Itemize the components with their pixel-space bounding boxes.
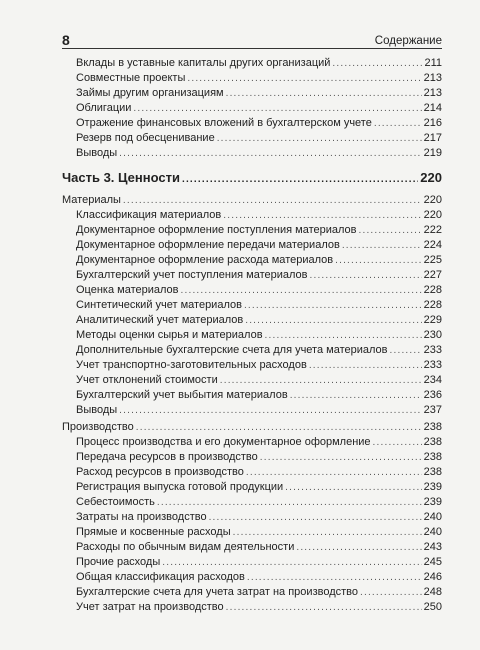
toc-entry-page: 233 <box>423 344 442 356</box>
leader-dots <box>187 72 421 86</box>
leader-dots <box>233 526 422 540</box>
toc-entry-title: Займы другим организациям <box>76 87 224 99</box>
toc-entry <box>62 600 442 615</box>
toc-entry-page: 224 <box>423 239 442 251</box>
toc-entry-title: Учет затрат на производство <box>76 601 224 613</box>
toc-entry <box>62 388 442 403</box>
leader-dots <box>181 284 422 298</box>
toc-entry-title: Классификация материалов <box>76 209 222 221</box>
toc-entry-title: Резерв под обесценивание <box>76 132 215 144</box>
leader-dots <box>342 239 422 253</box>
leader-dots <box>296 541 421 555</box>
toc-entry-title: Совместные проекты <box>76 72 186 84</box>
toc-entry-page: 237 <box>423 404 442 416</box>
leader-dots <box>390 344 422 358</box>
toc-entry-title: Прочие расходы <box>76 556 161 568</box>
toc-chapter-production <box>62 420 442 435</box>
toc-entry-page: 246 <box>423 571 442 583</box>
toc-group-investments <box>62 56 442 161</box>
leader-dots <box>162 556 421 570</box>
toc-chapter-materials <box>62 193 442 208</box>
leader-dots <box>309 359 422 373</box>
toc-entry-title: Бухгалтерский учет поступления материалов <box>76 269 308 281</box>
toc-entry <box>62 101 442 116</box>
toc-entry-title: Отражение финансовых вложений в бухгалтерском учете <box>76 117 372 129</box>
toc-entry <box>62 570 442 585</box>
toc-entry-title: Выводы <box>76 147 118 159</box>
toc-entry-title: Учет отклонений стоимости <box>76 374 218 386</box>
toc-entry <box>62 298 442 313</box>
toc-entry <box>62 435 442 450</box>
toc-entry <box>62 343 442 358</box>
toc-entry-title: Регистрация выпуска готовой продукции <box>76 481 284 493</box>
leader-dots <box>226 601 422 615</box>
leader-dots <box>285 481 421 495</box>
leader-dots <box>133 102 421 116</box>
toc-entry-title: Методы оценки сырья и материалов <box>76 329 263 341</box>
toc-entry <box>62 86 442 101</box>
toc-entry-page: 228 <box>423 284 442 296</box>
toc-entry <box>62 555 442 570</box>
toc-entry-title: Учет транспортно-заготовительных расходов <box>76 359 307 371</box>
leader-dots <box>245 314 421 328</box>
toc-entry-title: Дополнительные бухгалтерские счета для учета материалов <box>76 344 388 356</box>
toc-entry <box>62 403 442 418</box>
toc-entry-page: 213 <box>423 72 442 84</box>
leader-dots <box>223 209 421 223</box>
toc-entry-title: Бухгалтерский учет выбытия материалов <box>76 389 288 401</box>
leader-dots <box>209 511 422 525</box>
toc-entry <box>62 450 442 465</box>
toc-entry-page: 239 <box>423 496 442 508</box>
toc-entry <box>62 223 442 238</box>
toc-entry-title: Процесс производства и его документарное оформление <box>76 436 371 448</box>
leader-dots <box>119 404 421 418</box>
leader-dots <box>136 421 422 435</box>
toc-entry-page: 227 <box>423 269 442 281</box>
leader-dots <box>360 586 422 600</box>
leader-dots <box>373 436 422 450</box>
toc-entry-page: 233 <box>423 359 442 371</box>
leader-dots <box>220 374 422 388</box>
toc-entry-page: 240 <box>423 526 442 538</box>
toc-chapter-page: 220 <box>423 194 442 206</box>
leader-dots <box>182 171 418 189</box>
toc-entry-title: Облигации <box>76 102 132 114</box>
toc-group-production <box>62 435 442 615</box>
leader-dots <box>332 57 422 71</box>
toc-entry-title: Затраты на производство <box>76 511 207 523</box>
toc-entry-page: 228 <box>423 299 442 311</box>
toc-entry-title: Вклады в уставные капиталы других организаций <box>76 57 331 69</box>
table-of-contents <box>62 56 442 615</box>
toc-entry-title: Выводы <box>76 404 118 416</box>
toc-entry-title: Бухгалтерские счета для учета затрат на производство <box>76 586 358 598</box>
leader-dots <box>246 466 422 480</box>
toc-entry <box>62 131 442 146</box>
leader-dots <box>123 194 422 208</box>
leader-dots <box>335 254 422 268</box>
toc-entry <box>62 56 442 71</box>
leader-dots <box>265 329 422 343</box>
toc-entry-page: 229 <box>423 314 442 326</box>
leader-dots <box>247 571 422 585</box>
toc-part-heading <box>62 169 442 189</box>
toc-entry-title: Общая классификация расходов <box>76 571 245 583</box>
toc-entry-page: 236 <box>423 389 442 401</box>
toc-entry <box>62 480 442 495</box>
toc-entry <box>62 268 442 283</box>
toc-entry-page: 240 <box>423 511 442 523</box>
toc-entry <box>62 328 442 343</box>
leader-dots <box>119 147 421 161</box>
toc-entry-page: 238 <box>423 436 442 448</box>
toc-entry-title: Документарное оформление расхода материалов <box>76 254 334 266</box>
toc-entry-page: 230 <box>423 329 442 341</box>
toc-chapter-title: Материалы <box>62 194 121 206</box>
toc-entry-title: Оценка материалов <box>76 284 179 296</box>
toc-entry <box>62 238 442 253</box>
section-title: Содержание <box>374 35 442 47</box>
toc-entry-page: 248 <box>423 586 442 598</box>
toc-entry-page: 225 <box>423 254 442 266</box>
toc-part-page: 220 <box>420 170 442 185</box>
toc-entry <box>62 510 442 525</box>
toc-entry-title: Расходы по обычным видам деятельности <box>76 541 295 553</box>
toc-entry <box>62 283 442 298</box>
toc-entry <box>62 540 442 555</box>
toc-entry-page: 245 <box>423 556 442 568</box>
toc-entry-title: Себестоимость <box>76 496 155 508</box>
leader-dots <box>309 269 421 283</box>
toc-entry <box>62 146 442 161</box>
page-header <box>62 30 442 49</box>
leader-dots <box>157 496 422 510</box>
toc-entry-title: Передача ресурсов в производство <box>76 451 258 463</box>
toc-entry-page: 220 <box>423 209 442 221</box>
leader-dots <box>260 451 422 465</box>
leader-dots <box>244 299 422 313</box>
leader-dots <box>358 224 421 238</box>
toc-entry <box>62 585 442 600</box>
toc-entry <box>62 525 442 540</box>
toc-entry-page: 219 <box>423 147 442 159</box>
leader-dots <box>226 87 422 101</box>
toc-chapter-title: Производство <box>62 421 134 433</box>
toc-entry-page: 250 <box>423 601 442 613</box>
toc-entry-page: 238 <box>423 466 442 478</box>
toc-entry-page: 243 <box>423 541 442 553</box>
toc-entry-page: 211 <box>424 57 442 69</box>
toc-entry-page: 222 <box>423 224 442 236</box>
leader-dots <box>217 132 422 146</box>
toc-group-materials <box>62 208 442 418</box>
toc-entry <box>62 465 442 480</box>
toc-entry <box>62 313 442 328</box>
toc-entry-page: 217 <box>423 132 442 144</box>
toc-entry <box>62 495 442 510</box>
toc-entry-page: 239 <box>423 481 442 493</box>
toc-entry-page: 213 <box>423 87 442 99</box>
toc-entry-page: 214 <box>423 102 442 114</box>
toc-entry-title: Прямые и косвенные расходы <box>76 526 231 538</box>
toc-entry-page: 238 <box>423 451 442 463</box>
toc-entry-title: Расход ресурсов в производство <box>76 466 244 478</box>
toc-entry <box>62 116 442 131</box>
toc-part-title: Часть 3. Ценности <box>62 170 180 185</box>
page-number: 8 <box>62 32 70 48</box>
toc-entry-title: Аналитический учет материалов <box>76 314 244 326</box>
toc-entry <box>62 373 442 388</box>
leader-dots <box>290 389 422 403</box>
leader-dots <box>374 117 422 131</box>
toc-entry-page: 216 <box>423 117 442 129</box>
toc-entry-page: 234 <box>423 374 442 386</box>
toc-entry <box>62 358 442 373</box>
toc-entry <box>62 253 442 268</box>
toc-entry-title: Документарное оформление поступления материалов <box>76 224 357 236</box>
toc-entry-title: Синтетический учет материалов <box>76 299 242 311</box>
toc-chapter-page: 238 <box>423 421 442 433</box>
toc-entry-title: Документарное оформление передачи материалов <box>76 239 340 251</box>
toc-entry <box>62 71 442 86</box>
toc-entry <box>62 208 442 223</box>
